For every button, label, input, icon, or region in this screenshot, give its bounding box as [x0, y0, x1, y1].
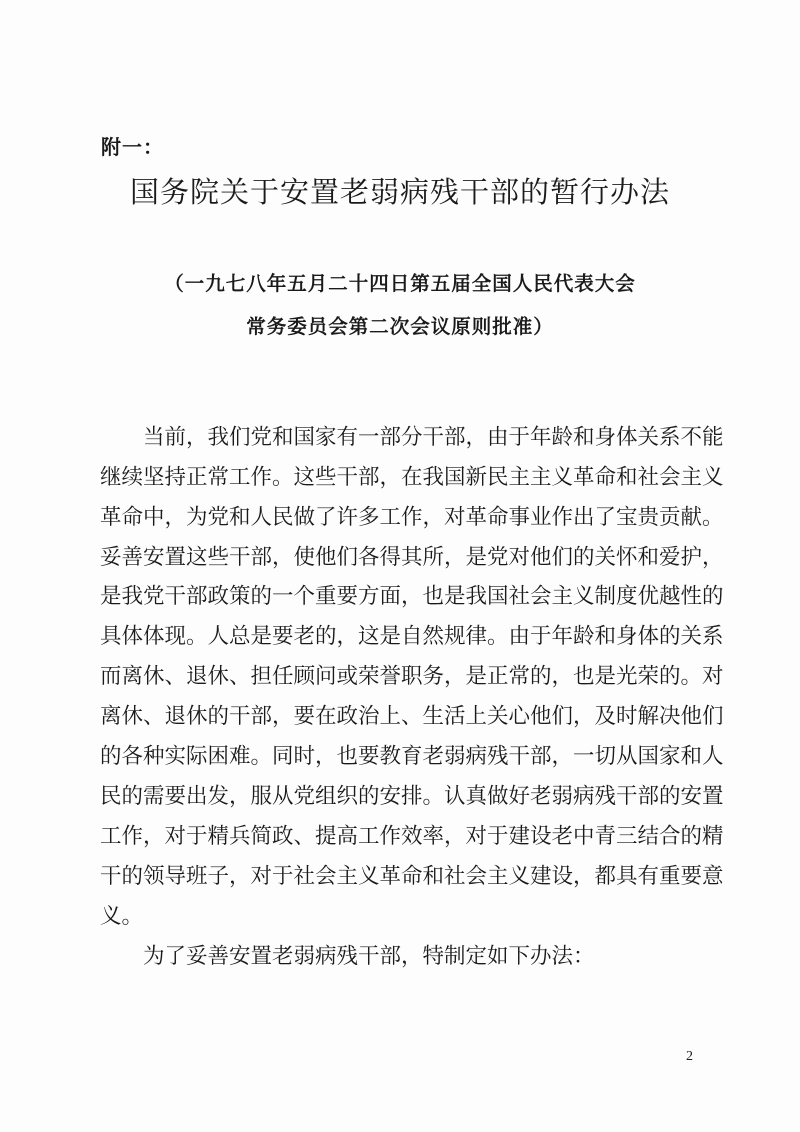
paragraph-line: 的各种实际困难。同时，也要教育老弱病残干部，一切从国家和人 [100, 744, 724, 769]
paragraph-line: 继续坚持正常工作。这些干部，在我国新民主主义革命和社会主义 [100, 465, 724, 490]
subtitle-line-1: （一九七八年五月二十四日第五届全国人民代表大会 [164, 272, 636, 295]
paragraph-line: 义。 [100, 904, 144, 929]
paragraph-line: 而离休、退休、担任顾问或荣誉职务，是正常的，也是光荣的。对 [100, 664, 724, 689]
paragraph-line: 是我党干部政策的一个重要方面，也是我国社会主义制度优越性的 [100, 584, 724, 609]
paragraph-line: 干的领导班子，对于社会主义革命和社会主义建设，都具有重要意 [100, 864, 724, 889]
paragraph-line: 革命中，为党和人民做了许多工作，对革命事业作出了宝贵贡献。 [100, 505, 724, 530]
paragraph-line: 民的需要出发，服从党组织的安排。认真做好老弱病残干部的安置 [100, 784, 724, 809]
paragraph-line: 当前，我们党和国家有一部分干部，由于年龄和身体关系不能 [143, 425, 724, 450]
attachment-label: 附一： [101, 135, 164, 159]
page-number: 2 [686, 1049, 693, 1064]
paragraph-2: 为了妥善安置老弱病残干部，特制定如下办法： [143, 944, 595, 969]
document-title: 国务院关于安置老弱病残干部的暂行办法 [129, 175, 670, 209]
subtitle-line-2: 常务委员会第二次会议原则批准） [246, 315, 554, 338]
paragraph-line: 工作，对于精兵简政、提高工作效率，对于建设老中青三结合的精 [100, 824, 724, 849]
paragraph-line: 具体体现。人总是要老的，这是自然规律。由于年龄和身体的关系 [100, 624, 724, 649]
paragraph-line: 妥善安置这些干部，使他们各得其所，是党对他们的关怀和爱护， [100, 545, 724, 570]
paragraph-line: 离休、退休的干部，要在政治上、生活上关心他们，及时解决他们 [100, 704, 724, 729]
